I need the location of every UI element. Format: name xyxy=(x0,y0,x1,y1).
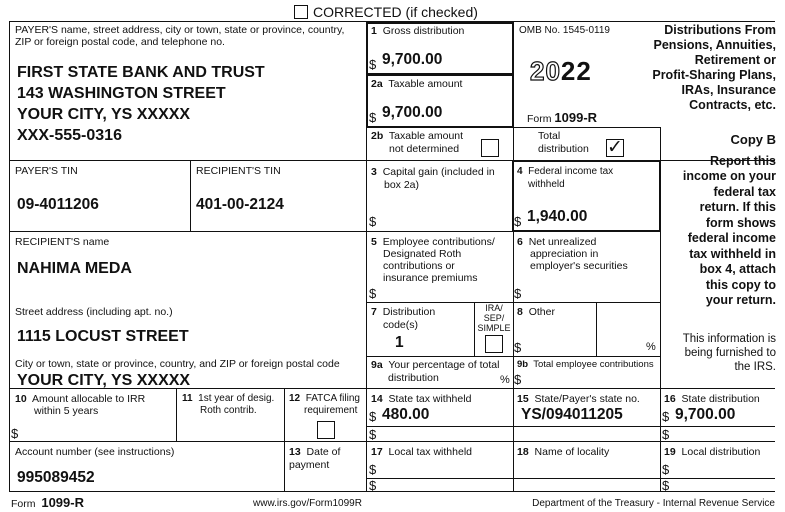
box15-value[interactable]: YS/094011205 xyxy=(521,406,623,423)
recipient-city[interactable]: YOUR CITY, YS XXXXX xyxy=(17,372,191,389)
box6-num: 6 xyxy=(517,236,523,248)
payer-city: YOUR CITY, YS XXXXX xyxy=(17,106,191,123)
box9a-pct: % xyxy=(500,374,510,386)
copy-line10: your return. xyxy=(705,293,776,307)
ira-line1: IRA/ xyxy=(485,303,503,313)
ira-line3: SIMPLE xyxy=(477,323,511,333)
box5-num: 5 xyxy=(371,236,377,248)
copy-line1: Report this xyxy=(710,153,776,168)
recipient-street[interactable]: 1115 LOCUST STREET xyxy=(17,328,189,345)
box15-num: 15 xyxy=(517,393,529,405)
title-line2: Pensions, Annuities, xyxy=(653,38,776,52)
box19-label: Local distribution xyxy=(681,446,761,458)
box19-num: 19 xyxy=(664,446,676,458)
copy-line5: form shows xyxy=(705,215,776,230)
box8-label: Other xyxy=(528,306,555,318)
box9b-label: Total employee contributions xyxy=(533,359,654,370)
box14-dollar2: $ xyxy=(369,427,377,442)
box14-num: 14 xyxy=(371,393,383,405)
box6-line2: appreciation in xyxy=(530,248,599,260)
box9a-line1: Your percentage of total xyxy=(388,359,500,371)
box5-line3: contributions or xyxy=(383,260,455,272)
box19-dollar2: $ xyxy=(662,478,670,493)
box10-num: 10 xyxy=(15,393,27,405)
copy-note2: being furnished to xyxy=(684,347,776,359)
box2a-label: Taxable amount xyxy=(388,78,463,90)
box7-num: 7 xyxy=(371,306,377,318)
box3-dollar: $ xyxy=(369,214,377,229)
box1-value[interactable]: 9,700.00 xyxy=(382,51,443,68)
box1-num: 1 xyxy=(371,25,377,37)
footer-url[interactable]: www.irs.gov/Form1099R xyxy=(253,498,362,509)
title-line5: IRAs, Insurance xyxy=(681,83,776,97)
box13-line2: payment xyxy=(289,459,330,471)
footer-form-name: 1099-R xyxy=(41,495,84,510)
box17-dollar2: $ xyxy=(369,478,377,493)
box16-label: State distribution xyxy=(681,393,760,405)
box5-line2: Designated Roth xyxy=(383,248,462,260)
box3-label1: Capital gain (included in xyxy=(382,166,495,178)
box10-line1: Amount allocable to IRR xyxy=(31,393,146,405)
copy-title: Copy B xyxy=(730,132,776,147)
omb-form-name: 1099-R xyxy=(554,110,598,125)
box12-num: 12 xyxy=(289,393,301,404)
box14-dollar: $ xyxy=(369,409,377,424)
copy-note3: the IRS. xyxy=(734,361,776,373)
box9a-num: 9a xyxy=(371,359,383,371)
box1-label: Gross distribution xyxy=(382,25,465,37)
taxable-not-determined-checkbox[interactable] xyxy=(481,139,499,157)
box19-dollar: $ xyxy=(662,462,670,477)
total-distribution-check: ✓ xyxy=(607,137,623,158)
box9b-dollar: $ xyxy=(514,372,522,387)
copy-line4: return. If this xyxy=(699,200,776,214)
footer-form-prefix: Form xyxy=(11,498,36,510)
box15-label: State/Payer's state no. xyxy=(534,393,640,405)
account-label: Account number (see instructions) xyxy=(15,446,175,458)
box2b-label1: Taxable amount xyxy=(388,130,464,142)
copy-line8: box 4, attach xyxy=(699,262,776,276)
city-label: City or town, state or province, country, and ZIP or foreign postal code xyxy=(15,358,340,370)
year-light: 20 xyxy=(530,56,561,86)
copy-note1: This information is xyxy=(682,333,776,345)
payer-phone: XXX-555-0316 xyxy=(17,127,122,144)
title-line3: Retirement or xyxy=(694,53,776,67)
box17-num: 17 xyxy=(371,446,383,458)
box17-label: Local tax withheld xyxy=(388,446,472,458)
payer-tin-value[interactable]: 09-4011206 xyxy=(17,196,99,213)
box13-num: 13 xyxy=(289,446,301,458)
box14-label: State tax withheld xyxy=(388,393,472,405)
footer-dept: Department of the Treasury - Internal Revenue Service xyxy=(532,498,775,509)
box4-dollar: $ xyxy=(514,214,522,229)
box16-value[interactable]: 9,700.00 xyxy=(675,406,736,423)
box3-label2: box 2a) xyxy=(384,179,420,191)
box7-line2: code(s) xyxy=(383,319,419,331)
box1-dollar: $ xyxy=(369,57,377,72)
box2a-value[interactable]: 9,700.00 xyxy=(382,104,443,121)
box17-dollar: $ xyxy=(369,462,377,477)
box5-dollar: $ xyxy=(369,286,377,301)
payer-street: 143 WASHINGTON STREET xyxy=(17,85,226,102)
box11-line1: 1st year of desig. xyxy=(198,393,275,404)
box13-line1: Date of xyxy=(306,446,341,458)
fatca-checkbox[interactable] xyxy=(317,421,335,439)
box2a-num: 2a xyxy=(371,78,383,90)
box4-label2: withheld xyxy=(528,179,565,190)
omb-number: OMB No. 1545-0119 xyxy=(519,25,610,36)
ira-line2: SEP/ xyxy=(483,313,505,323)
copy-line7: tax withheld in xyxy=(689,246,776,261)
box7-line1: Distribution xyxy=(382,306,436,318)
box14-value[interactable]: 480.00 xyxy=(382,406,430,423)
box16-dollar: $ xyxy=(662,409,670,424)
box8-num: 8 xyxy=(517,306,523,318)
recipient-tin-label: RECIPIENT'S TIN xyxy=(196,165,281,177)
title-line1: Distributions From xyxy=(664,23,776,37)
box18-label: Name of locality xyxy=(534,446,610,458)
payer-name: FIRST STATE BANK AND TRUST xyxy=(17,64,265,81)
recipient-name[interactable]: NAHIMA MEDA xyxy=(17,260,132,277)
payer-label: PAYER'S name, street address, city or town, state or province, country, ZIP or foreign postal code, and telephone no. xyxy=(15,24,345,48)
corrected-checkbox[interactable] xyxy=(294,5,308,19)
ira-sep-simple-checkbox[interactable] xyxy=(485,335,503,353)
payer-tin-label: PAYER'S TIN xyxy=(15,165,78,177)
box12-line1: FATCA filing xyxy=(305,393,360,404)
title-line6: Contracts, etc. xyxy=(689,98,776,112)
box5-line1: Employee contributions/ xyxy=(382,236,495,248)
box11-num: 11 xyxy=(182,393,193,404)
omb-form-prefix: Form xyxy=(527,113,552,125)
box6-line1: Net unrealized xyxy=(528,236,597,248)
box4-value[interactable]: 1,940.00 xyxy=(527,208,588,225)
copy-line6: federal income xyxy=(687,231,776,245)
box6-line3: employer's securities xyxy=(530,260,628,272)
box2b-label2: not determined xyxy=(389,143,460,155)
copy-line2: income on your xyxy=(682,169,776,183)
box10-line2: within 5 years xyxy=(34,405,99,417)
title-line4: Profit-Sharing Plans, xyxy=(652,68,776,82)
total-distribution-label1: Total xyxy=(538,130,561,142)
year-bold: 22 xyxy=(560,56,592,86)
box9a-line2: distribution xyxy=(388,372,439,384)
box10-dollar: $ xyxy=(11,426,19,441)
box6-dollar: $ xyxy=(514,286,522,301)
box4-num: 4 xyxy=(517,166,523,177)
box8-pct: % xyxy=(646,341,656,353)
box4-label1: Federal income tax xyxy=(528,166,614,177)
box16-num: 16 xyxy=(664,393,676,405)
corrected-label: CORRECTED (if checked) xyxy=(313,4,478,20)
box18-num: 18 xyxy=(517,446,529,458)
account-value[interactable]: 995089452 xyxy=(17,469,95,486)
box2a-dollar: $ xyxy=(369,110,377,125)
copy-line3: federal tax xyxy=(713,184,776,199)
recipient-tin-value[interactable]: 401-00-2124 xyxy=(196,196,284,213)
recipient-name-label: RECIPIENT'S name xyxy=(15,236,110,248)
box16-dollar2: $ xyxy=(662,427,670,442)
street-label: Street address (including apt. no.) xyxy=(15,306,173,318)
box5-line4: insurance premiums xyxy=(383,272,478,284)
box9b-num: 9b xyxy=(517,359,529,370)
box2b-num: 2b xyxy=(371,130,384,142)
distribution-code-value[interactable]: 1 xyxy=(395,334,404,351)
box12-line2: requirement xyxy=(304,405,358,416)
copy-line9: this copy to xyxy=(705,277,776,292)
total-distribution-label2: distribution xyxy=(538,143,589,155)
box8-dollar: $ xyxy=(514,340,522,355)
box11-line2: Roth contrib. xyxy=(200,405,257,416)
box3-num: 3 xyxy=(371,166,377,178)
